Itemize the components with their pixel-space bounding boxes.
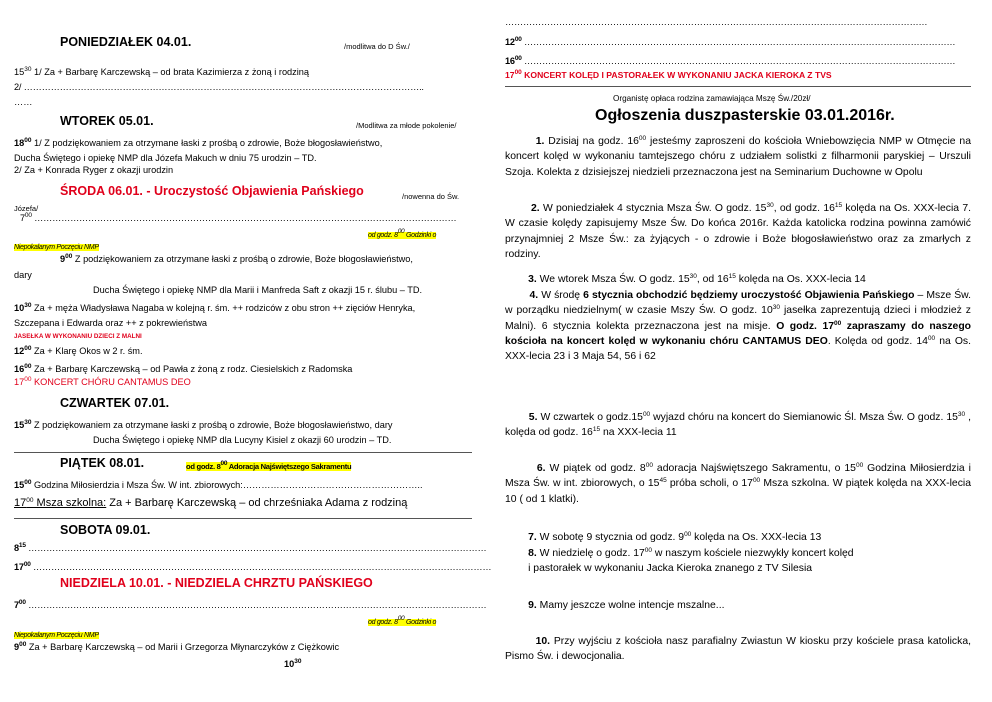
mass-line: $18^{00}$ 1/ Z podziękowaniem za otrzymane łaski z prośbą o zdrowie, Boże błogosławieństwo, xyxy=(14,137,383,148)
divider xyxy=(14,518,472,519)
mass-line: Ducha Świętego i opiekę NMP dla Józefa Makuch w dniu 75 urodzin – TD. xyxy=(14,153,317,163)
day-note-wednesday-2: Józefa/ xyxy=(14,204,39,213)
announcement-6: 6. W piątek od godz. $8^{00}$ adoracja Najświętszego Sakramentu, o $15^{00}$ Godzina Miłosierdzia i Msza Św. w int. zbiorowych, o $15^{45}$ próba scholi, o $17^{00}$ Msza szkolna. W piątek kolęda na XXX-lecia 10 ( od 1 klatki). xyxy=(505,462,971,505)
mass-line: $9^{00}$ Z podziękowaniem za otrzymane łaski z prośbą o zdrowie, Boże błogosławieństwo, xyxy=(60,253,413,264)
announcement-5: 5. W czwartek o $godz.15^{00}$ wyjazd chóru na koncert do Siemianowic Śl. Msza Św. O godz. $15^{30}$ , kolęda od godz. $16^{15}$ na XXX-lecia 11 xyxy=(505,411,971,439)
mass-line: Ducha Świętego i opiekę NMP dla Marii i Manfreda Saft z okazji 15 r. ślubu – TD. xyxy=(93,285,423,295)
divider xyxy=(505,86,971,87)
divider xyxy=(14,452,472,453)
mass-line: $7^{00}$ ……………………………………………………………………………………………………………………………………… xyxy=(14,599,487,610)
organist-note: Organistę opłaca rodzina zamawiająca Mszę Św./20zł/ xyxy=(613,94,811,103)
mass-line: Ducha Świętego i opiekę NMP dla Lucyny Kisiel z okazji 60 urodzin – TD. xyxy=(93,435,392,445)
announcement-7: 7. W sobotę 9 stycznia od godz. $9^{00}$ kolęda na Os. XXX-lecia 13 xyxy=(528,531,822,543)
concert-line: $17^{00}$ KONCERT CHÓRU CANTAMUS DEO xyxy=(14,376,191,387)
announcement-3: 3. We wtorek Msza Św. O godz. $15^{30}$, od $16^{15}$ kolęda na Os. XXX-lecia 14 xyxy=(528,273,866,285)
mass-line: $16^{00}$ ……………………………………………………………………………………………………………………………… xyxy=(505,55,956,66)
mass-line: $12^{00}$ ……………………………………………………………………………………………………………………………… xyxy=(505,36,956,47)
godzinki-highlight-2: Niepokalanym Poczęciu NMP xyxy=(14,632,99,639)
adoration-highlight: od godz. $8^{00}$ Adoracja Najświętszego Sakramentu xyxy=(186,460,352,471)
day-note-wednesday: /nowenna do Św. xyxy=(402,192,460,201)
mass-line: $9^{00}$ Za + Barbarę Karczewską – od Marii i Grzegorza Młynarczyków z Ciężkowic xyxy=(14,641,340,652)
page-title: Ogłoszenia duszpasterskie 03.01.2016r. xyxy=(595,107,895,124)
mass-line: $17^{00}$ Msza szkolna: Za + Barbarę Karczewską – od chrześniaka Adama z rodziną xyxy=(14,497,408,509)
mass-line: …… xyxy=(14,97,33,107)
mass-line: Szczepana i Edwarda oraz ++ z pokrewieństwa xyxy=(14,318,208,328)
mass-line: 2/ …………………………………………………………………………………………………………………….. xyxy=(14,82,424,92)
mass-line: $10^{30}$ Za + męża Władysława Nagaba w kolejną r. śm. ++ rodziców z obu stron ++ zięciów Henryka, xyxy=(14,302,416,313)
jaselka-note: JASEŁKA W WYKONANIU DZIECI Z MALNI xyxy=(14,333,142,340)
mass-line: $15^{30}$ Z podziękowaniem za otrzymane łaski z prośbą o zdrowie, Boże błogosławieństwo, dary xyxy=(14,419,393,430)
day-title-wednesday: ŚRODA 06.01. - Uroczystość Objawienia Pańskiego xyxy=(60,184,364,198)
mass-line: $17^{00}$ ……………………………………………………………………………………………………………………………………… xyxy=(14,561,492,572)
day-title-saturday: SOBOTA 09.01. xyxy=(60,523,151,537)
announcement-4: 4. W środę 6 stycznia obchodzić będziemy uroczystość Objawienia Pańskiego – Msze Św. w porządku niedzielnym( w czasie Mszy Św. O godz. $10^{30}$ jasełka zaprezentują dzieci i młodzież z Malni). 6 stycznia kolekta przeznaczona jest na misje. O godz. $17^{00}$ zapraszamy do naszego kościoła na koncert kolęd w wykonaniu chóru CANTAMUS DEO. Kolęda od godz. $14^{00}$ na Os. XXX-lecia 23 i 3 Maja 54, 56 i 62 xyxy=(505,290,972,363)
concert-line: $17^{00}$ KONCERT KOLĘD I PASTORAŁEK W WYKONANIU JACKA KIEROKA Z TVS xyxy=(505,69,832,80)
mass-line: dary xyxy=(14,270,32,280)
mass-line: 2/ Za + Konrada Ryger z okazji urodzin xyxy=(14,165,174,175)
godzinki-highlight: od godz. $8^{00}$ Godzinki o xyxy=(368,615,437,626)
mass-line: $12^{00}$ Za + Klarę Okos w 2 r. śm. xyxy=(14,345,143,356)
announcement-1: 1. Dzisiaj na godz. $16^{00}$ jesteśmy zaproszeni do kościoła Wniebowzięcia NMP w Otmęcie na koncert kolęd w wykonaniu tamtejszego chóru z udziałem solistki z filharmonii paryskiej – Urszuli Szoja. Kolekta z dzisiejszej niedzieli przeznaczona jest na Seminarium Duchowne w Opolu xyxy=(505,135,971,178)
day-note-tuesday: /Modlitwa za młode pokolenie/ xyxy=(356,121,457,130)
mass-line: $7^{00}$ …………………………………………………………………………………………………………………………… xyxy=(20,212,457,223)
announcement-2: 2. W poniedziałek 4 stycznia Msza Św. O godz. $15^{30}$, od godz. $16^{15}$ kolęda na Os. XXX-lecia 7. W czasie kolędy zapisujemy Msze Św. Do końca 2016r. Każda katolicka rodzina powinna zamówić przynajmniej 2 Msze Św.: za żyjących - o zdrowie i Boże błogosławieństwo oraz za zmarłych z rodziny. xyxy=(505,202,972,260)
mass-line: $16^{00}$ Za + Barbarę Karczewską – od Pawła z żoną z rodz. Ciesielskich z Radomska xyxy=(14,363,353,374)
announcement-10: 10. Przy wyjściu z kościoła nasz parafialny Zwiastun W kiosku przy kościele prasa katolicka, Pismo Św. i dewocjonalia. xyxy=(505,636,971,663)
day-title-thursday: CZWARTEK 07.01. xyxy=(60,396,170,410)
day-title-friday: PIĄTEK 08.01. xyxy=(60,456,145,470)
announcement-9: 9. Mamy jeszcze wolne intencje mszalne... xyxy=(528,600,725,611)
day-title-tuesday: WTOREK 05.01. xyxy=(60,114,154,128)
mass-line: $10^{30}$ xyxy=(284,658,302,669)
day-note-monday: /modlitwa do D Św./ xyxy=(344,42,410,51)
godzinki-highlight-2: Niepokalanym Poczęciu NMP xyxy=(14,244,99,251)
day-title-sunday: NIEDZIELA 10.01. - NIEDZIELA CHRZTU PAŃSKIEGO xyxy=(60,576,373,590)
mass-line: …………………………………………………………………………………………………………………………… xyxy=(505,17,928,27)
announcement-8: 8. W niedzielę o godz. $17^{00}$ w naszym kościele niezwykły koncert kolęd i pastorałek w wykonaniu Jacka Kieroka znanego z TV Silesia xyxy=(528,547,854,575)
mass-line: $15^{30}$ 1/ Za + Barbarę Karczewską – od brata Kazimierza z żoną i rodziną xyxy=(14,66,310,77)
day-title-monday: PONIEDZIAŁEK 04.01. xyxy=(60,35,192,49)
mass-line: $15^{00}$ Godzina Miłosierdzia i Msza Św. W int. zbiorowych:………………………………………………….. xyxy=(14,479,423,490)
godzinki-highlight: od godz. $8^{00}$ Godzinki o xyxy=(368,228,437,239)
mass-line: $8^{15}$ ……………………………………………………………………………………………………………………………………… xyxy=(14,542,487,553)
